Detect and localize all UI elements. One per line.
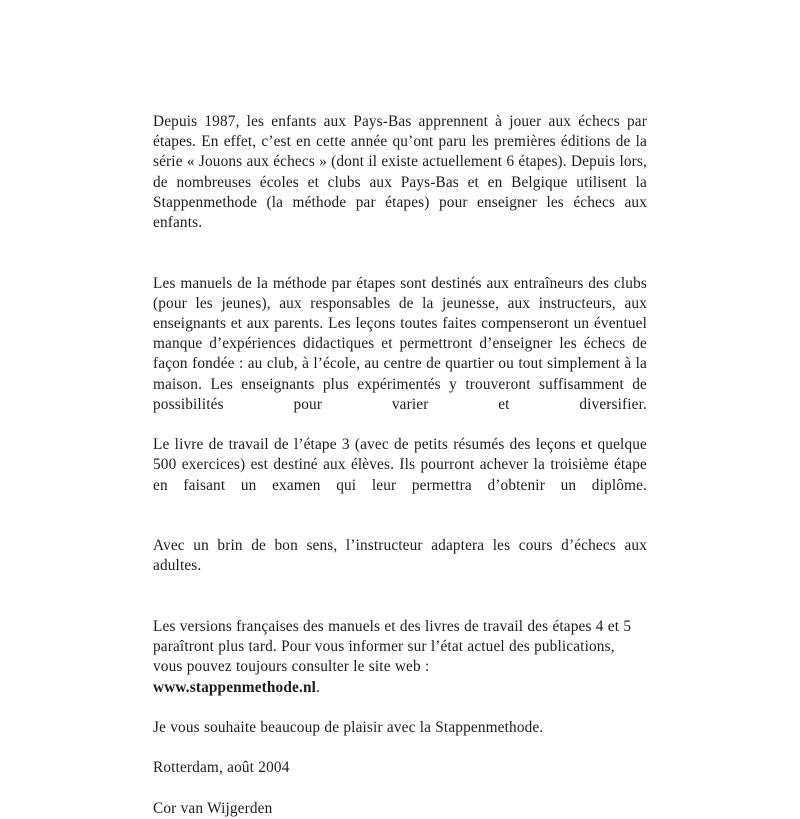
paragraph-french-versions xyxy=(153,617,647,678)
paragraph-manuals: Les manuels de la méthode par étapes sont destinés aux entraîneurs des clubs (pour les jeunes), aux responsables de la jeunesse, aux instructeurs, aux enseignants et aux parents. Les leçons toutes faites compenseront un éventuel manque d’expériences didactiques et permettront d’enseigner les échecs de façon fondée : au club, à l’école, au centre de quartier ou tout simplement à la maison. Les enseignants plus expérimentés y trouveront suffisamment de possibilités pour varier et diversifier. xyxy=(153,274,647,413)
paragraph-adults: Avec un brin de bon sens, l’instructeur adaptera les cours d’échecs aux adultes. xyxy=(153,537,647,575)
paragraph-closing-wish: Je vous souhaite beaucoup de plaisir avec la Stappenmethode. xyxy=(153,719,544,737)
paragraph-signature-name: Cor van Wijgerden xyxy=(153,799,273,817)
website-url-link[interactable]: www.stappenmethode.nl xyxy=(153,678,317,696)
paragraph-intro: Depuis 1987, les enfants aux Pays-Bas apprennent à jouer aux échecs par étapes. En effet, c’est en cette année qu’ont paru les premières éditions de la série « Jouons aux échecs » (dont il existe actuellement 6 étapes). Depuis lors, de nombreuses écoles et clubs aux Pays-Bas et en Belgique utilisent la Stappenmethode (la méthode par étapes) pour enseigner les échecs aux enfants. xyxy=(153,113,647,232)
paragraph-workbook: Le livre de travail de l’étape 3 (avec de petits résumés des leçons et quelque 500 exercices) est destiné aux élèves. Ils pourront achever la troisième étape en faisant un examen qui leur permettra d’obtenir un diplôme. xyxy=(153,436,647,494)
document-text-column xyxy=(153,112,647,819)
paragraph-website-line xyxy=(153,678,647,698)
paragraph-place-date: Rotterdam, août 2004 xyxy=(153,759,290,777)
website-url-period: . xyxy=(316,678,320,696)
french-versions-body: Les versions françaises des manuels et des livres de travail des étapes 4 et 5 paraîtront plus tard. Pour vous informer sur l’état actuel des publications, vous pouvez toujours consulter le site web : xyxy=(153,618,632,676)
